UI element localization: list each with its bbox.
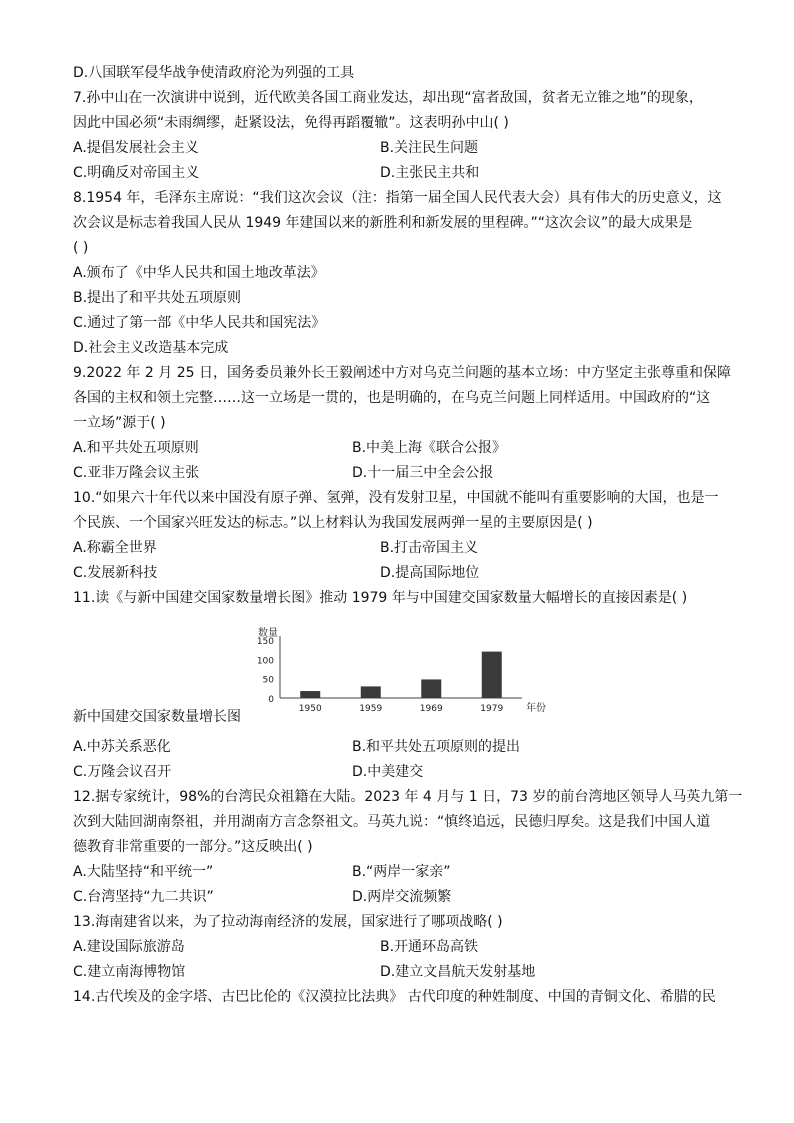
question-14-stem: 14.古代埃及的金字塔、古巴比伦的《汉漠拉比法典》 古代印度的种姓制度、中国的青铜文化、希腊的民 <box>73 989 716 1005</box>
q10-option-b: B.打击帝国主义 <box>380 540 479 556</box>
bar <box>482 652 502 698</box>
question-8-stem-2: 次会议是标志着我国人民从 1949 年建国以来的新胜利和新发展的里程碑。”“这次会议”的最大成果是 <box>73 215 693 231</box>
question-12-stem-2: 次到大陆回湖南祭祖，并用湖南方言念祭祖文。马英九说：“慎终追远，民德归厚矣。这是我们中国人道 <box>73 814 711 830</box>
q9-option-d: D.十一届三中全会公报 <box>352 465 494 481</box>
chart-caption: 新中国建交国家数量增长图 <box>73 709 241 725</box>
q7-option-a: A.提倡发展社会主义 <box>73 140 199 156</box>
q8-option-a: A.颁布了《中华人民共和国土地改革法》 <box>73 265 325 281</box>
question-9-stem-3: 一立场”源于( ) <box>73 415 166 431</box>
option-d-q6: D.八国联军侵华战争使清政府沦为列强的工具 <box>73 65 355 81</box>
y-axis-label: 数量 <box>258 628 278 639</box>
q11-option-a: A.中苏关系恶化 <box>73 739 171 755</box>
bar <box>300 691 320 698</box>
q10-option-d: D.提高国际地位 <box>380 565 480 581</box>
q10-option-a: A.称霸全世界 <box>73 540 157 556</box>
q12-option-a: A.大陆坚持“和平统一” <box>73 864 214 880</box>
question-10-stem-2: 个民族、一个国家兴旺发达的标志。”以上材料认为我国发展两弹一星的主要原因是( ) <box>73 515 593 531</box>
y-tick-label: 0 <box>268 695 274 705</box>
x-axis-label: 年份 <box>526 703 546 714</box>
q8-option-b: B.提出了和平共处五项原则 <box>73 290 242 306</box>
q9-option-b: B.中美上海《联合公报》 <box>352 440 507 456</box>
x-tick-label: 1950 <box>298 704 322 714</box>
x-tick-label: 1959 <box>359 704 383 714</box>
q12-option-d: D.两岸交流频繁 <box>352 889 452 905</box>
bar <box>421 679 441 698</box>
q7-option-d: D.主张民主共和 <box>380 165 480 181</box>
x-tick-label: 1969 <box>419 704 443 714</box>
q13-option-d: D.建立文昌航天发射基地 <box>380 964 536 980</box>
q8-option-d: D.社会主义改造基本完成 <box>73 340 229 356</box>
q11-option-b: B.和平共处五项原则的提出 <box>352 739 521 755</box>
question-9-stem-2: 各国的主权和领土完整……这一立场是一贯的，也是明确的，在乌克兰问题上同样适用。中国政府的“这 <box>73 390 711 406</box>
q9-option-c: C.亚非万隆会议主张 <box>73 465 200 481</box>
q13-option-c: C.建立南海博物馆 <box>73 964 186 980</box>
question-7-stem-1: 7.孙中山在一次演讲中说到，近代欧美各国工商业发达，却出现“富者敌国，贫者无立锥之地”的现象， <box>73 90 703 106</box>
question-12-stem-1: 12.据专家统计，98%的台湾民众祖籍在大陆。2023 年 4 月与 1 日，73 岁的前台湾地区领导人马英九第一 <box>73 789 743 805</box>
question-11-stem: 11.读《与新中国建交国家数量增长图》推动 1979 年与中国建交国家数量大幅增长的直接因素是( ) <box>73 590 688 606</box>
x-tick-label: 1979 <box>480 704 504 714</box>
q9-option-a: A.和平共处五项原则 <box>73 440 199 456</box>
question-8-stem-1: 8.1954 年，毛泽东主席说：“我们这次会议（注：指第一届全国人民代表大会）具有伟大的历史意义，这 <box>73 190 722 206</box>
bar <box>361 686 381 698</box>
bar-chart-svg <box>252 624 552 714</box>
y-tick-label: 50 <box>262 675 274 686</box>
q11-option-d: D.中美建交 <box>352 764 424 780</box>
diplomatic-relations-bar-chart <box>252 624 552 714</box>
q7-option-c: C.明确反对帝国主义 <box>73 165 200 181</box>
q10-option-c: C.发展新科技 <box>73 565 158 581</box>
question-9-stem-1: 9.2022 年 2 月 25 日，国务委员兼外长王毅阐述中方对乌克兰问题的基本立场：中方坚定主张尊重和保障 <box>73 365 731 381</box>
y-tick-label: 150 <box>256 637 274 647</box>
q13-option-a: A.建设国际旅游岛 <box>73 939 185 955</box>
question-7-stem-2: 因此中国必须“未雨绸缪，赶紧设法，免得再蹈覆辙”。这表明孙中山( ) <box>73 115 509 131</box>
question-13-stem: 13.海南建省以来，为了拉动海南经济的发展，国家进行了哪项战略( ) <box>73 914 503 930</box>
q11-option-c: C.万隆会议召开 <box>73 764 172 780</box>
q13-option-b: B.开通环岛高铁 <box>380 939 479 955</box>
q12-option-b: B.“两岸一家亲” <box>352 864 451 880</box>
question-12-stem-3: 德教育非常重要的一部分。”这反映出( ) <box>73 839 313 855</box>
q8-option-c: C.通过了第一部《中华人民共和国宪法》 <box>73 315 326 331</box>
q12-option-c: C.台湾坚持“九二共识” <box>73 889 214 905</box>
q7-option-b: B.关注民生问题 <box>380 140 479 156</box>
question-8-stem-3: ( ) <box>73 240 89 256</box>
y-tick-label: 100 <box>256 656 274 667</box>
question-10-stem-1: 10.“如果六十年代以来中国没有原子弹、氢弹，没有发射卫星，中国就不能叫有重要影响的大国，也是一 <box>73 490 719 506</box>
